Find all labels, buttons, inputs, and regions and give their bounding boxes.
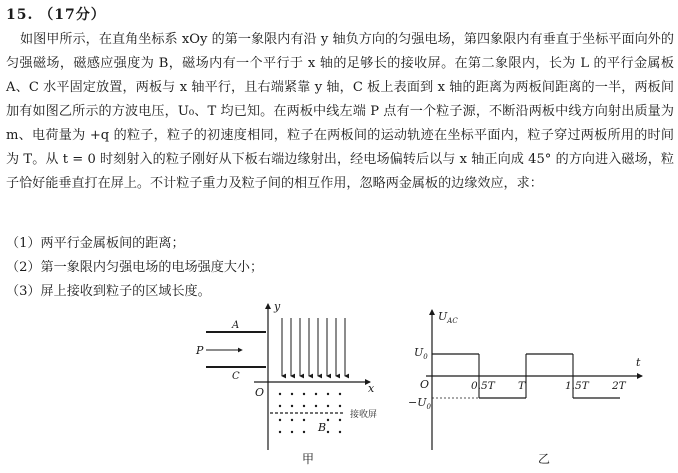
u0-label: $U_0$ [414, 346, 428, 361]
magnetic-field-label: B [318, 421, 327, 434]
tick-label: 2T [612, 380, 626, 392]
electric-field-lines [282, 318, 345, 376]
problem-score: （17分） [39, 7, 106, 23]
figure-jia-caption: 甲 [302, 452, 315, 466]
problem-header [6, 4, 106, 24]
plate-a-label: A [232, 320, 240, 331]
y-axis-label: y [274, 300, 281, 313]
t-axis-label: t [636, 356, 641, 369]
receiving-screen-label: 接收屏 [350, 410, 378, 420]
tick-label: 1.5T [565, 380, 589, 392]
question-2: （2）第一象限内匀强电场的电场强度大小； [6, 260, 264, 275]
question-1: （1）两平行金属板间的距离； [6, 236, 185, 251]
figure-yi [408, 300, 648, 470]
neg-u0-label: $-U_0$ [408, 396, 431, 411]
question-3: （3）屏上接收到粒子的区域长度。 [6, 284, 211, 299]
origin-label: O [255, 386, 265, 399]
x-axis-label: x [368, 382, 375, 395]
figure-yi-caption: 乙 [538, 452, 551, 466]
plate-c-label: C [232, 371, 240, 382]
tick-label: 0.5T [471, 380, 495, 392]
origin-label: O [420, 378, 430, 391]
problem-number: 15. [6, 7, 34, 23]
u-axis-label: $U_{AC}$ [438, 310, 458, 325]
point-p-label: P [196, 344, 204, 357]
tick-label: T [518, 380, 526, 392]
problem-body: 如图甲所示，在直角坐标系 xOy 的第一象限内有沿 y 轴负方向的匀强电场，第四象限内有垂直于坐标平面向外的匀强磁场，磁感应强度为 B，磁场内有一个平行于 x 轴的足够长的接收屏。在第二象限内，长为 L 的平行金属板 A、C 水平固定放置，两板与 x 轴平行，且右端紧靠 y 轴，C 板上表面到 x 轴的距离为两板间距离的一半，两板间加有如图乙所示的方波电压，U₀、T 均已知。在两板中线左端 P 点有一个粒子源，不断沿两板中线方向射出质量为 m、电荷量为 +q 的粒子，粒子的初速度相同，粒子在两板间的运动轨迹在坐标平面内，粒子穿过两板所用的时间为 T。从 t = 0 时刻射入的粒子刚好从下板右端边缘射出，经电场偏转后以与 x 轴正向成 45° 的方向进入磁场，粒子恰好能垂直打在屏上。不计粒子重力及粒子间的相互作用，忽略两金属板的边缘效应，求： [6, 32, 674, 191]
figure-jia [192, 300, 382, 470]
